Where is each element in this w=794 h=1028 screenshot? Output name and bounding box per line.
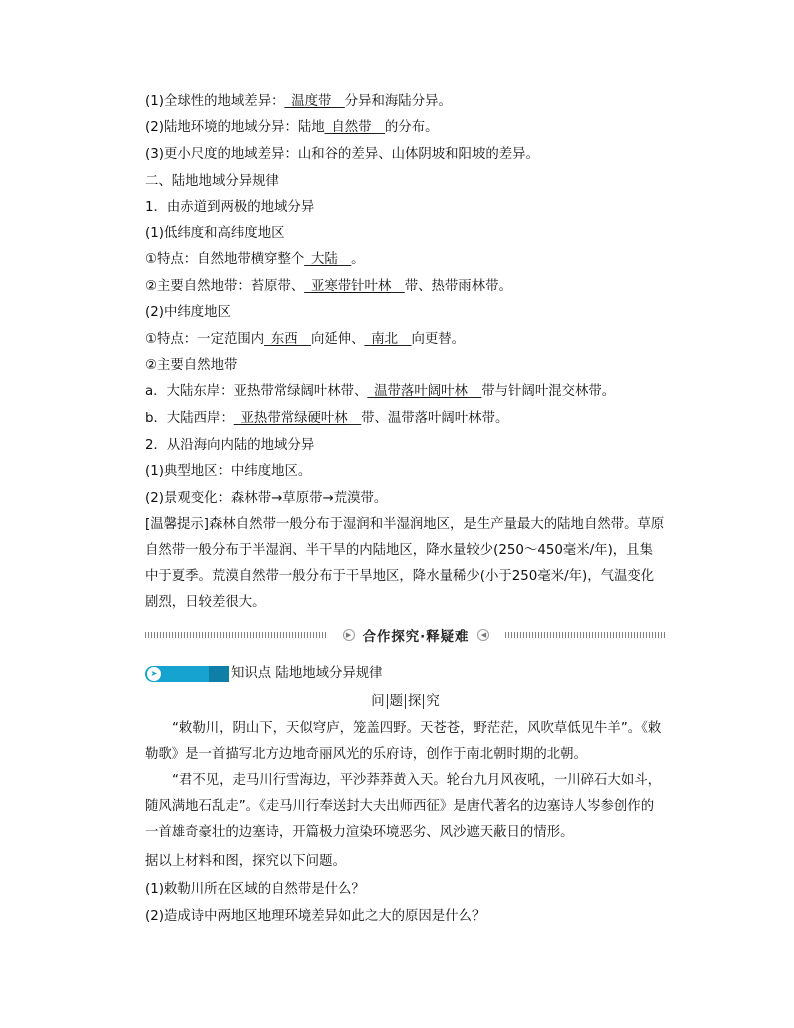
answer-fill: 温度带 [291,94,332,109]
note-line [145,436,314,456]
line-text: (1)典型地区：中纬度地区。 [145,464,312,479]
note-line [145,145,539,165]
line-text: __向更替。 [398,332,465,347]
answer-fill: 大陆 [311,252,338,267]
section-banner [145,620,666,650]
line-text: b．大陆西岸：_ [145,411,241,426]
question-1: (1)敕勒川所在区域的自然带是什么？ [145,882,365,897]
note-line [145,489,387,509]
tip-paragraph: [温馨提示]森林自然带一般分布于湿润和半湿润地区，是生产量最大的陆地自然带。草原自然带一般分布于半湿润、半干旱的内陆地区，降水量较少(250～450毫米/年)，且集中于夏季。荒漠自然带一般分布于干旱地区，降水量稀少(小于250毫米/年)，气温变化剧烈，日较差很大。 [145,517,665,610]
note-line [145,462,311,482]
note-line [145,118,438,138]
arrow-badge-icon: ➤ [145,666,229,682]
line-text: __分异和海陆分异。 [331,94,452,109]
answer-fill: 南北 [371,332,399,347]
line-text: (2)中纬度地区 [145,305,231,320]
note-line [145,250,365,270]
line-text: __带、温带落叶阔叶林带。 [347,411,509,426]
note-line [145,172,279,192]
line-text: (3)更小尺度的地域差异：山和谷的差异、山体阴坡和阳坡的差异。 [145,147,539,162]
poem-paragraph-2: “君不见，走马川行雪海边，平沙莽莽黄入天。轮台九月风夜吼，一川碎石大如斗，随风满地石乱走”。《走马川行奉送封大夫出师西征》是唐代著名的边塞诗人岑参创作的一首雄奇豪壮的边塞诗，开篇极力渲染环境恶劣、风沙遮天蔽日的情形。 [145,773,661,840]
question-2: (2)造成诗中两地区地理环境差异如此之大的原因是什么？ [145,909,486,924]
answer-fill: 温带落叶阔叶林 [374,384,468,399]
answer-fill: 亚寒带针叶林 [311,279,392,294]
note-line [145,409,508,429]
circle-arrow-left-icon: ◀ [477,629,489,641]
answer-fill: 东西 [270,332,298,347]
line-text: 二、陆地地域分异规律 [145,174,279,189]
line-text: __的分布。 [371,120,439,135]
note-line [145,382,615,402]
note-line [145,303,231,323]
line-text: (1)低纬度和高纬度地区 [145,226,285,241]
line-text: (1)全球性的地域差异：_ [145,94,292,109]
line-text: ①特点：自然地带横穿整个_ [145,252,311,267]
answer-fill: 亚热带常绿硬叶林 [240,411,348,426]
line-text: a．大陆东岸：亚热带常绿阔叶林带、_ [145,384,375,399]
note-line [145,198,314,218]
question-heading: 问 题 探 究 [371,694,440,709]
prompt-line: 据以上材料和图，探究以下问题。 [145,854,346,869]
line-text: ②主要自然地带 [145,358,238,373]
knowledge-point-label: 知识点 陆地地域分异规律 [231,666,383,681]
line-text: (2)陆地环境的地域分异：陆地_ [145,120,332,135]
section-title: 合作探究·释疑难 [362,629,470,645]
line-text: ②主要自然地带：苔原带、_ [145,279,311,294]
poem-paragraph-1: “敕勒川，阴山下，天似穹庐，笼盖四野。天苍苍，野茫茫，风吹草低见牛羊”。《敕勒歌》是一首描写北方边地奇丽风光的乐府诗，创作于南北朝时期的北朝。 [145,721,662,762]
line-text: 2．从沿海向内陆的地域分异 [145,438,315,453]
line-text: __。 [337,252,365,267]
line-text: __向延伸、_ [297,332,372,347]
circle-arrow-right-icon: ▶ [343,629,355,641]
note-line [145,92,452,112]
line-text: (2)景观变化：森林带→草原带→荒漠带。 [145,491,388,506]
line-text: __带、热带雨林带。 [391,279,512,294]
note-line [145,356,237,376]
line-text: ①特点：一定范围内_ [145,332,271,347]
answer-fill: 自然带 [331,120,372,135]
line-text: 1．由赤道到两极的地域分异 [145,200,315,215]
line-text: __带与针阔叶混交林带。 [467,384,616,399]
note-line [145,330,465,350]
note-line [145,224,284,244]
note-line [145,277,512,297]
